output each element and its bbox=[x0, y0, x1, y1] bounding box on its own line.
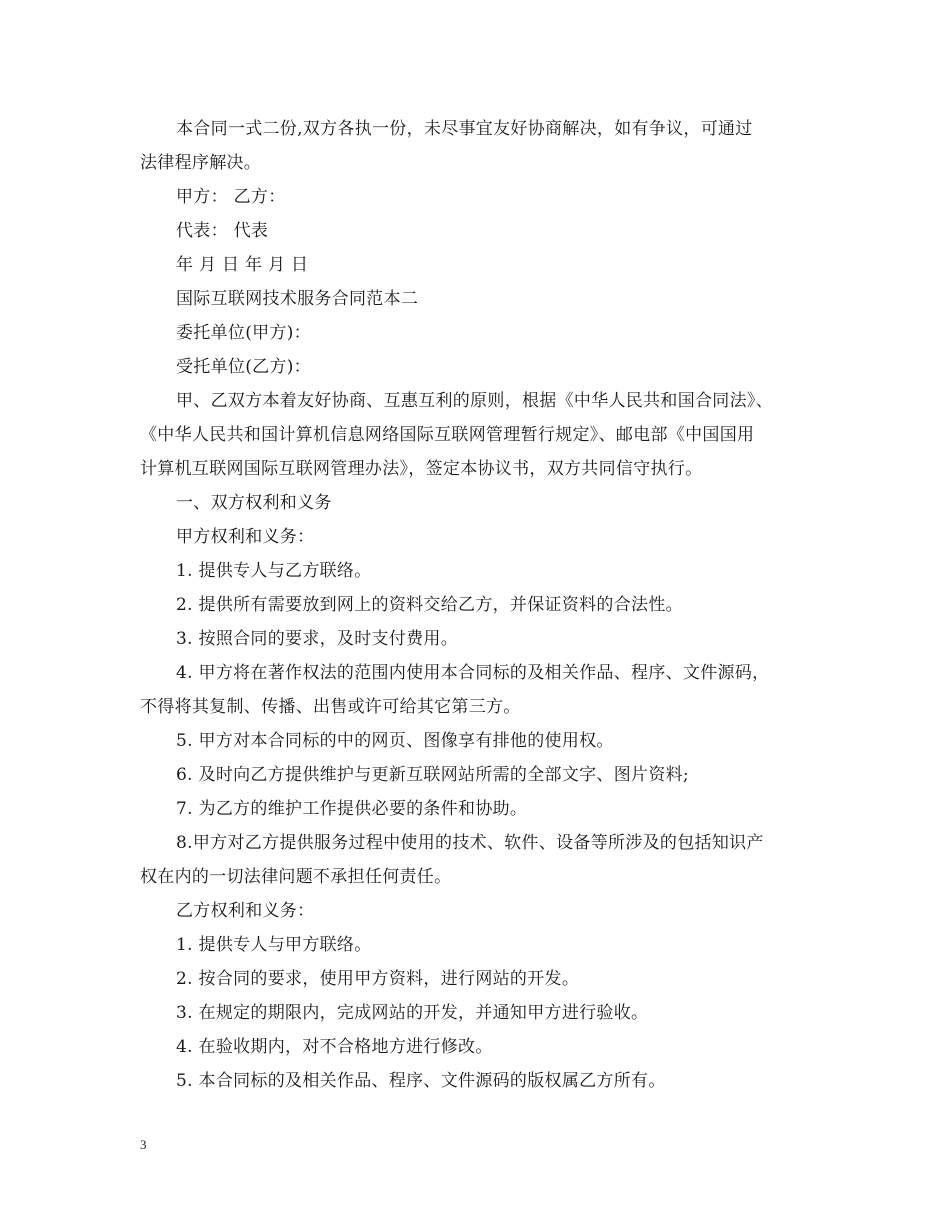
client-party-line: 委托单位(甲方)： bbox=[176, 323, 311, 343]
list-item: 2. 提供所有需要放到网上的资料交给乙方，并保证资料的合法性。 bbox=[176, 595, 683, 615]
paragraph-line: 《中华人民共和国计算机信息网络国际互联网管理暂行规定》、邮电部《中国国用 bbox=[140, 425, 755, 445]
paragraph-line: 本合同一式二份,双方各执一份，未尽事宜友好协商解决，如有争议，可通过 bbox=[176, 119, 753, 139]
paragraph-line: 甲、乙双方本着友好协商、互惠互利的原则，根据《中华人民共和国合同法》、 bbox=[176, 391, 773, 411]
signature-date-line: 年 月 日 年 月 日 bbox=[176, 255, 309, 275]
list-item: 5. 甲方对本合同标的中的网页、图像享有排他的使用权。 bbox=[176, 731, 614, 751]
contractor-party-line: 受托单位(乙方)： bbox=[176, 357, 311, 377]
list-item: 4. 甲方将在著作权法的范围内使用本合同标的及相关作品、程序、文件源码， bbox=[176, 663, 770, 683]
subsection-heading: 乙方权利和义务： bbox=[176, 901, 315, 921]
signature-representatives-line: 代表： 代表 bbox=[176, 221, 269, 241]
list-item: 1. 提供专人与乙方联络。 bbox=[176, 561, 372, 581]
paragraph-line: 法律程序解决。 bbox=[140, 153, 262, 173]
list-item: 5. 本合同标的及相关作品、程序、文件源码的版权属乙方所有。 bbox=[176, 1071, 666, 1091]
paragraph-line: 计算机互联网国际互联网管理办法》，签定本协议书，双方共同信守执行。 bbox=[140, 459, 703, 479]
document-body bbox=[140, 112, 820, 1098]
list-item: 7. 为乙方的维护工作提供必要的条件和协助。 bbox=[176, 799, 528, 819]
list-item: 4. 在验收期内，对不合格地方进行修改。 bbox=[176, 1037, 493, 1057]
list-item: 6. 及时向乙方提供维护与更新互联网站所需的全部文字、图片资料; bbox=[176, 765, 689, 785]
list-item-continuation: 不得将其复制、传播、出售或许可给其它第三方。 bbox=[140, 697, 521, 717]
section-heading: 一、双方权利和义务 bbox=[176, 493, 332, 513]
list-item: 3. 按照合同的要求，及时支付费用。 bbox=[176, 629, 459, 649]
list-item: 3. 在规定的期限内，完成网站的开发，并通知甲方进行验收。 bbox=[176, 1003, 649, 1023]
page-number: 3 bbox=[140, 1137, 147, 1152]
list-item: 2. 按合同的要求，使用甲方资料，进行网站的开发。 bbox=[176, 969, 580, 989]
subsection-heading: 甲方权利和义务： bbox=[176, 527, 315, 547]
contract-title: 国际互联网技术服务合同范本二 bbox=[176, 289, 419, 309]
signature-parties-line: 甲方： 乙方： bbox=[176, 187, 286, 207]
list-item: 1. 提供专人与甲方联络。 bbox=[176, 935, 372, 955]
list-item: 8.甲方对乙方提供服务过程中使用的技术、软件、设备等所涉及的包括知识产 bbox=[176, 833, 764, 853]
list-item-continuation: 权在内的一切法律问题不承担任何责任。 bbox=[140, 867, 452, 887]
